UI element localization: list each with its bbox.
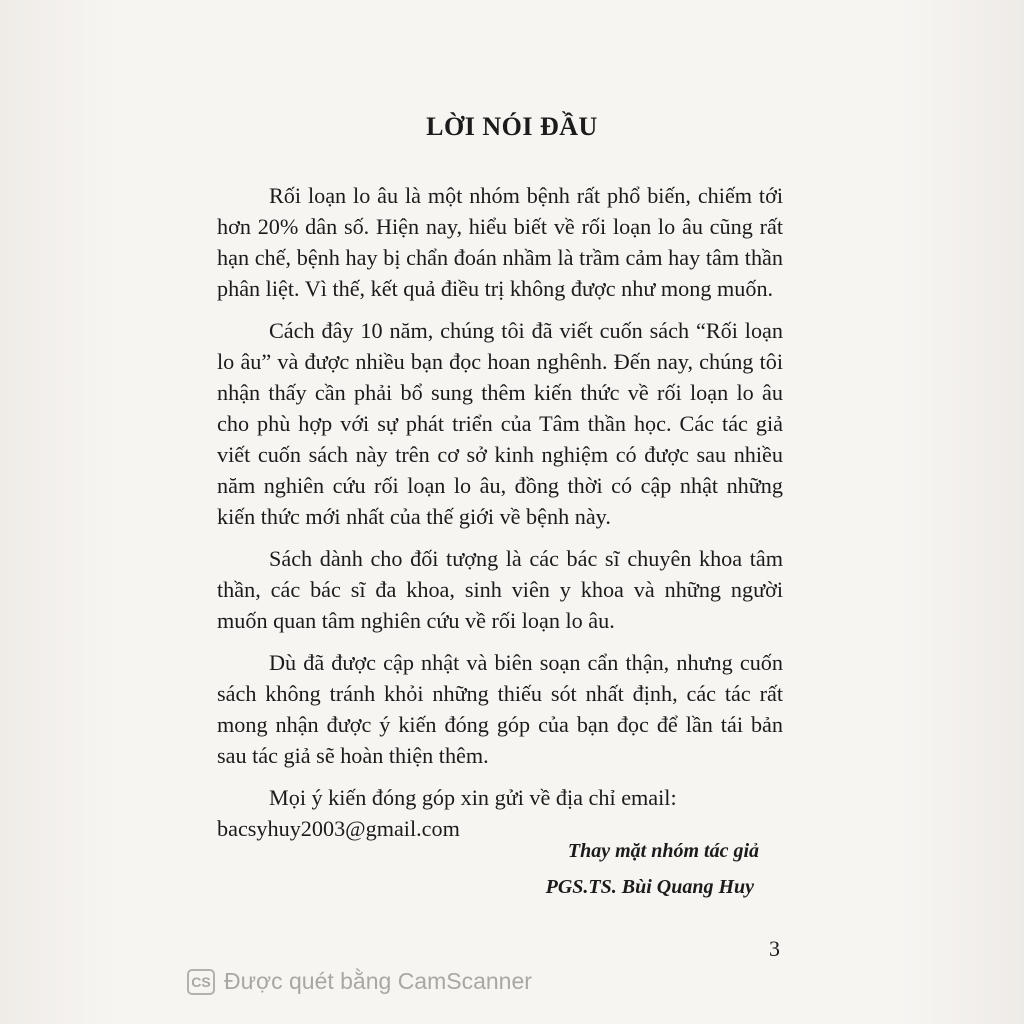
paragraph-3: Sách dành cho đối tượng là các bác sĩ chuyên khoa tâm thần, các bác sĩ đa khoa, sinh viên y khoa và những người muốn quan tâm nghiên cứu về rối loạn lo âu. <box>217 546 783 633</box>
camscanner-watermark <box>187 968 532 995</box>
contact-text: Mọi ý kiến đóng góp xin gửi về địa chỉ email: <box>269 785 677 810</box>
paragraph-contact <box>217 782 783 844</box>
page-title: LỜI NÓI ĐẦU <box>426 112 598 141</box>
signature-name: PGS.TS. Bùi Quang Huy <box>545 876 754 898</box>
preface-body <box>217 180 783 855</box>
paragraph-1: Rối loạn lo âu là một nhóm bệnh rất phổ biến, chiếm tới hơn 20% dân số. Hiện nay, hiểu biết về rối loạn lo âu cũng rất hạn chế, bệnh hay bị chẩn đoán nhầm là trầm cảm hay tâm thần phân liệt. Vì thế, kết quả điều trị không được như mong muốn. <box>217 183 783 301</box>
paragraph-4: Dù đã được cập nhật và biên soạn cẩn thận, nhưng cuốn sách không tránh khỏi những thiếu sót nhất định, các tác rất mong nhận được ý kiến đóng góp của bạn đọc để lần tái bản sau tác giả sẽ hoàn thiện thêm. <box>217 650 783 768</box>
paragraph-2: Cách đây 10 năm, chúng tôi đã viết cuốn sách “Rối loạn lo âu” và được nhiều bạn đọc hoan nghênh. Đến nay, chúng tôi nhận thấy cần phải bổ sung thêm kiến thức về rối loạn lo âu cho phù hợp với sự phát triển của Tâm thần học. Các tác giả viết cuốn sách này trên cơ sở kinh nghiệm có được sau nhiều năm nghiên cứu rối loạn lo âu, đồng thời có cập nhật những kiến thức mới nhất của thế giới về bệnh này. <box>217 318 783 529</box>
page-number: 3 <box>769 936 780 961</box>
camscanner-logo-icon: CS <box>187 969 215 995</box>
contact-email: bacsyhuy2003@gmail.com <box>217 816 460 841</box>
watermark-text: Được quét bằng CamScanner <box>224 968 532 994</box>
signature-role: Thay mặt nhóm tác giả <box>567 840 759 862</box>
